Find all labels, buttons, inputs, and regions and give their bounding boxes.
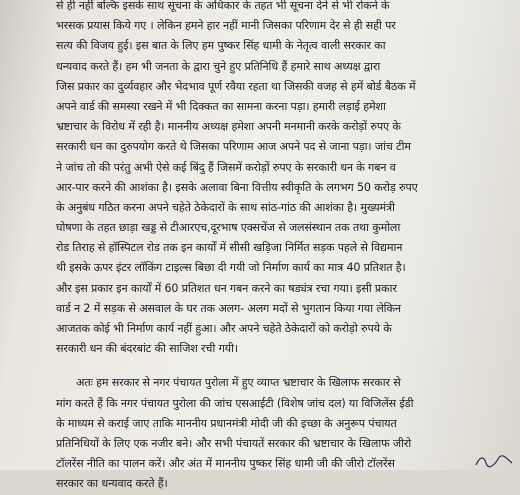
text-line: मांग करते हैं कि नगर पंचायत पुरोला की जांच एसआईटी (विशेष जांच दल) या विजिलेंस ईडी bbox=[56, 396, 414, 410]
text-line: के माध्यम से कराई जाए ताकि माननीय प्रधानमंत्री मोदी जी की इच्छा के अनुरूप पंचायत bbox=[56, 416, 397, 430]
text-line: अतः हम सरकार से नगर पंचायत पुरोला में हुए व्याप्त भ्रष्टाचार के खिलाफ सरकार से bbox=[76, 376, 401, 390]
text-line: टॉलरेंस नीति का पालन करें। और अंत में माननीय पुष्कर सिंह धामी जी की जीरो टॉलरेंस bbox=[56, 457, 395, 471]
text-line: सरकारी धन की बंदरबांट की साजिश रची गयी। bbox=[56, 342, 238, 356]
text-line: धन्यवाद करते हैं। हम भी जनता के द्वारा चुने हुए प्रतिनिधि हैं हमारे साथ अध्यक्ष द्वारा bbox=[56, 59, 381, 73]
text-line: अपने वार्ड की समस्या रखने में भी दिक्कत का सामना करना पड़ा। हमारी लड़ाई हमेशा bbox=[56, 99, 386, 113]
text-line: और इस प्रकार इन कार्यों में 60 प्रतिशत धन गबन करने का षड्यंत्र रचा गया। इसी प्रकार bbox=[56, 281, 397, 295]
paragraph-gap bbox=[56, 359, 518, 373]
text-line: ने जांच तो की परंतु अभी ऐसे कई बिंदु हैं जिसमें करोड़ों रुपए के सरकारी धन के गबन व bbox=[56, 160, 396, 174]
signature-mark bbox=[474, 454, 514, 468]
text-line: से ही नहीं बल्कि इसके साथ सूचना के अधिकार के तहत भी सूचना देने से भी रोकने के bbox=[56, 0, 390, 12]
text-line: भ्रष्टाचार के विरोध में रही है। माननीय अध्यक्ष हमेशा अपनी मनमानी करके करोड़ों रुपए के bbox=[56, 120, 401, 134]
text-line: सरकार का धन्यवाद करते हैं। bbox=[56, 477, 168, 491]
text-line: सत्य की विजय हुई। इस बात के लिए हम पुष्कर सिंह धामी के नेतृत्व वाली सरकार का bbox=[56, 39, 386, 53]
text-line: के अनुबंध गठित करना अपने चहेते ठेकेदारों के साथ सांठ-गांठ की आशंका है। मुख्यमंत्री bbox=[56, 200, 395, 214]
document-body bbox=[56, 0, 518, 495]
text-line: सरकारी धन का दुरुपयोग करते थे जिसका परिणाम आज अपने पद से जाना पड़ा। जांच टीम bbox=[56, 140, 411, 154]
text-line: भरसक प्रयास किये गए । लेकिन हमने हार नहीं मानी जिसका परिणाम देर से ही सही पर bbox=[56, 19, 396, 33]
text-line: प्रतिनिधियों के लिए एक नजीर बने। और सभी पंचायतें सरकार की भ्रष्टाचार के खिलाफ जीरो bbox=[56, 436, 412, 450]
text-line: घोषणा के तहत छाड़ा खड्ड से टीआरएच,दूरभाष एक्सचेंज से जलसंस्थान तक तथा कुमोला bbox=[56, 221, 401, 235]
text-line: थी इसके ऊपर इंटर लॉकिंग टाइल्स बिछा दी गयी जो निर्माण कार्य का मात्र 40 प्रतिशत है। bbox=[56, 261, 406, 275]
text-line: रोड तिराह से हॉस्पिटल रोड तक इन कार्यों में सीसी खड़िजा निर्मित सड़क पहले से विद्यमान bbox=[56, 241, 403, 255]
text-line: वार्ड न 2 में सड़क से असवाल के घर तक अलग- अलग मदों से भुगतान किया गया लेकिन bbox=[56, 301, 401, 315]
text-line: आजतक कोई भी निर्माण कार्य नहीं हुआ। और अपने चहेते ठेकेदारों को करोड़ो रुपये के bbox=[56, 322, 392, 335]
text-line: आर-पार करने की आशंका है। इसके अलावा बिना वित्तीय स्वीकृति के लगभग 50 करोड़ रुपए bbox=[56, 180, 418, 194]
text-line: जिस प्रकार का दुर्व्यवहार और भेदभाव पूर्ण रवैया रहता था जिसकी वजह से हमें बोर्ड बैठक में bbox=[56, 79, 416, 93]
